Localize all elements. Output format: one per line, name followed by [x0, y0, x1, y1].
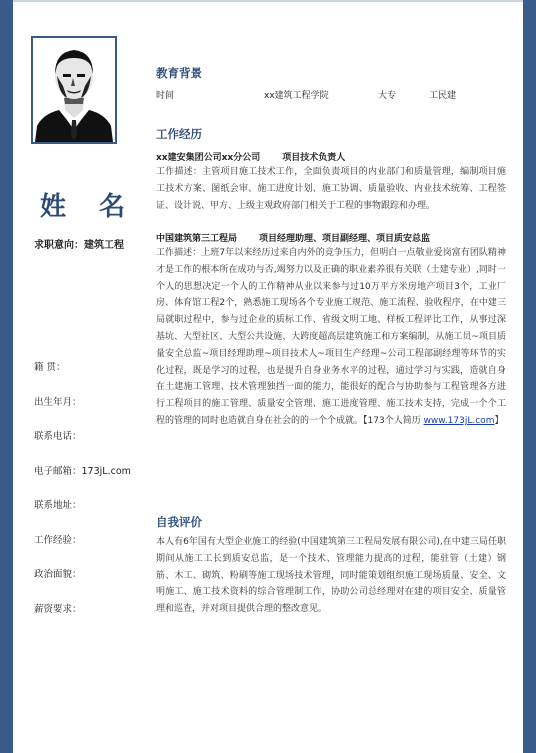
info-row-phone: [34, 428, 154, 463]
work-title: 工作经历: [156, 127, 202, 141]
info-row-salary: [34, 601, 154, 636]
job1-description: 工作描述：主管项目施工技术工作，全面负责项目的内业部门和质量管理，编制项目施工技术方案、图纸会审、施工进度计划、施工协调、质量验收、内业技术统筹、工程签证、设计说、甲方、上级主观政府部门相关于工程的事物跟踪和办理。: [156, 167, 506, 211]
job1-header: [156, 150, 367, 163]
education-title: 教育背景: [156, 66, 202, 80]
education-time: 时间: [156, 91, 175, 101]
job2-company: 中国建筑第三工程局: [156, 234, 238, 244]
email-value[interactable]: 173jL.com: [81, 465, 131, 477]
right-border-band: [523, 0, 536, 753]
info-label: 电子邮箱：: [34, 465, 82, 477]
info-row-hometown: [34, 359, 154, 394]
job-intent-value: 建筑工程: [84, 240, 124, 251]
self-eval-title: 自我评价: [156, 515, 202, 529]
job2-header: [156, 231, 452, 244]
job1-company: xx建安集团公司xx分公司: [156, 153, 261, 163]
link-prefix: 【173个人简历: [363, 415, 424, 426]
personal-info-list: [34, 359, 154, 635]
info-row-birth: [34, 394, 154, 429]
info-label: 政治面貌：: [34, 569, 82, 580]
job2-position: 项目经理助理、项目副经理、项目质安总监: [259, 234, 431, 244]
top-divider: [13, 0, 523, 2]
job-intent: [34, 236, 124, 251]
info-row-political: [34, 566, 154, 601]
info-label: 薪资要求：: [34, 603, 82, 615]
link-suffix: 】: [494, 415, 504, 426]
job2-description: [156, 245, 506, 430]
self-eval-description: 本人有6年国有大型企业施工的经验(中国建筑第三工程局发展有限公司),在中建三局任职期间从施工工长到质安总监，是一个技术、管理能力提高的过程，能驻管（土建）钢筋、木工、砌筑、粉刷等施工现场技术管理，同时能策划组织施工现场质量、安全、文明施工、施工技术资料的综合管理制工作，协助公司总经理对在建的项目安全、质量管理和巡查，并对项目提供合理的整改意见。: [156, 537, 506, 615]
info-label: 籍 贯：: [34, 362, 66, 373]
info-label: 联系电话：: [34, 431, 82, 442]
job2-description-text: 工作描述：上班7年以来经历过来自内外的竞争压力，但明白一点敬业爱岗富有团队精神才是工作的根本所在成功与否,竭努力以及正确的职业素养很有关联（土建专业）,同时一个人的思想决定一个人的工作精神从业以来参与过10万平方米房地产项目3个，工业厂房、体育馆工程2个，熟悉施工现场各个专业施工规范、施工流程、验收程序，在中建三局就职过程中，参与过企业的质标工作、省级文明工地、样板工程评比工作，从事过深基坑、大型社区、大型公共设施、大跨度超高层建筑施工和方案编制，从施工员~项目质量安全总监~项目经理助理~项目技术人~项目生产经理~公司工程部副经理等环节的实化过程，既是学习的过程，也是提升自身业务水平的过程，通过学习与实践，造就自身在土建施工管理、技术管理独挡一面的能力，能很好的配合与协助参与工程管理各方进行工程项目的施工管理、质量安全管理、施工进度管理、施工技术支持，完成一个个工程的管理的同时也造就自身在社会的的一个个成就。: [156, 248, 506, 426]
education-school: xx建筑工程学院: [264, 91, 329, 101]
left-border-band: [0, 0, 13, 753]
info-row-experience: [34, 532, 154, 567]
job1-position: 项目技术负责人: [282, 153, 346, 163]
candidate-name: 姓 名: [40, 192, 138, 222]
education-major: 工民建: [429, 91, 457, 101]
education-degree: 大专: [378, 91, 397, 101]
site-link[interactable]: www.173jL.com: [423, 415, 495, 426]
profile-photo: [31, 36, 117, 144]
info-row-email: [34, 463, 154, 498]
info-label: 联系地址：: [34, 500, 82, 511]
job-intent-label: 求职意向：: [34, 240, 84, 251]
info-row-address: [34, 497, 154, 532]
info-label: 出生年月：: [34, 396, 82, 408]
info-label: 工作经验：: [34, 534, 82, 546]
portrait-silhouette-icon: [33, 38, 115, 142]
